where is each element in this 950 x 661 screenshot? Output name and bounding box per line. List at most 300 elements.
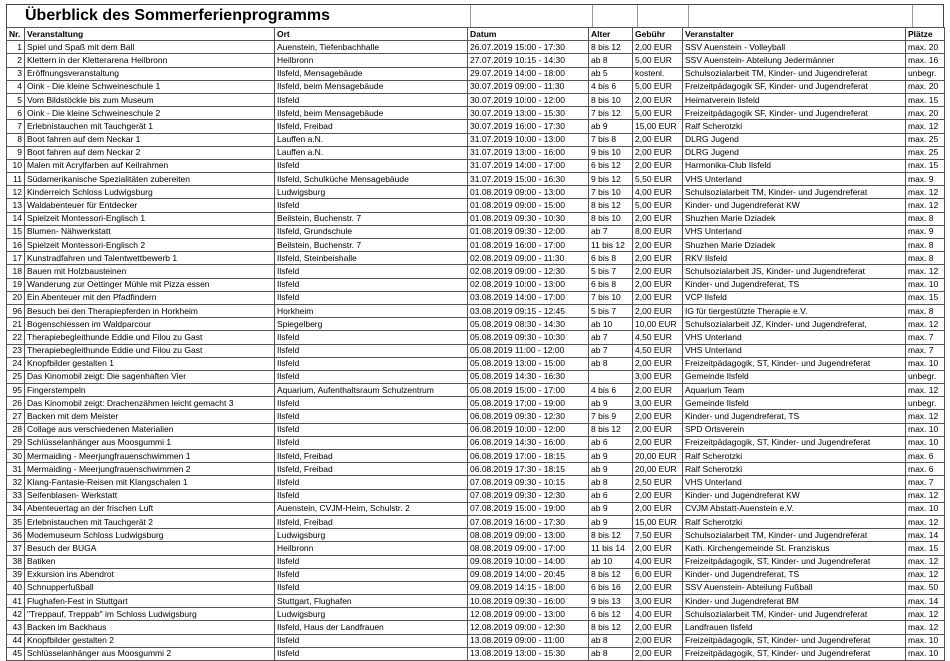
table-row bbox=[7, 476, 945, 489]
cell-gebuehr: kostenl. bbox=[633, 67, 683, 80]
cell-nr: 23 bbox=[7, 344, 25, 357]
cell-alter: ab 8 bbox=[589, 357, 633, 370]
cell-ort: Ilsfeld bbox=[275, 159, 468, 172]
cell-datum: 06.08.2019 14:30 - 16:00 bbox=[468, 436, 589, 449]
cell-ort: Ludwigsburg bbox=[275, 608, 468, 621]
table-row bbox=[7, 199, 945, 212]
cell-datum: 07.08.2019 09:30 - 12:30 bbox=[468, 489, 589, 502]
cell-veranstalter: Freizeitpädagogik, ST, Kinder- und Jugendreferat bbox=[683, 357, 906, 370]
cell-datum: 12.08.2019 09:00 - 13:00 bbox=[468, 608, 589, 621]
cell-alter: 6 bis 8 bbox=[589, 278, 633, 291]
cell-nr: 27 bbox=[7, 410, 25, 423]
cell-gebuehr: 2,50 EUR bbox=[633, 476, 683, 489]
cell-datum: 30.07.2019 16:00 - 17:30 bbox=[468, 120, 589, 133]
cell-nr: 37 bbox=[7, 542, 25, 555]
cell-datum: 30.07.2019 13:00 - 15:30 bbox=[468, 107, 589, 120]
cell-alter: ab 8 bbox=[589, 476, 633, 489]
program-table bbox=[6, 27, 945, 661]
cell-veranstaltung: Vom Bildstöckle bis zum Museum bbox=[25, 93, 275, 106]
cell-ort: Beilstein, Buchenstr. 7 bbox=[275, 212, 468, 225]
cell-veranstaltung: Kunstradfahren und Talentwettbewerb 1 bbox=[25, 252, 275, 265]
cell-nr: 36 bbox=[7, 529, 25, 542]
cell-plaetze: max. 7 bbox=[906, 331, 945, 344]
table-row bbox=[7, 212, 945, 225]
cell-veranstaltung: Oink - Die kleine Schweineschule 2 bbox=[25, 107, 275, 120]
cell-ort: Ilsfeld bbox=[275, 331, 468, 344]
cell-gebuehr: 8,00 EUR bbox=[633, 225, 683, 238]
cell-veranstaltung: Spielzeit Montessori-Englisch 1 bbox=[25, 212, 275, 225]
table-row bbox=[7, 41, 945, 54]
cell-nr: 18 bbox=[7, 265, 25, 278]
table-row bbox=[7, 423, 945, 436]
cell-alter: 7 bis 9 bbox=[589, 410, 633, 423]
cell-gebuehr: 2,00 EUR bbox=[633, 357, 683, 370]
cell-alter bbox=[589, 370, 633, 383]
cell-veranstaltung: Mermaiding - Meerjungfrauenschwimmen 1 bbox=[25, 450, 275, 463]
cell-ort: Ilsfeld bbox=[275, 410, 468, 423]
cell-datum: 27.07.2019 10:15 - 14:30 bbox=[468, 54, 589, 67]
cell-ort: Ilsfeld bbox=[275, 397, 468, 410]
cell-datum: 02.08.2019 09:00 - 12:30 bbox=[468, 265, 589, 278]
cell-gebuehr: 2,00 EUR bbox=[633, 410, 683, 423]
spreadsheet bbox=[6, 4, 944, 661]
cell-nr: 32 bbox=[7, 476, 25, 489]
cell-gebuehr: 10,00 EUR bbox=[633, 318, 683, 331]
cell-veranstalter: Kinder- und Jugendreferat, TS bbox=[683, 568, 906, 581]
cell-ort: Ilsfeld bbox=[275, 476, 468, 489]
cell-alter: 9 bis 12 bbox=[589, 173, 633, 186]
cell-datum: 31.07.2019 10:00 - 13:00 bbox=[468, 133, 589, 146]
cell-alter: 8 bis 10 bbox=[589, 212, 633, 225]
cell-veranstaltung: Backen im Backhaus bbox=[25, 621, 275, 634]
table-row bbox=[7, 568, 945, 581]
cell-nr: 38 bbox=[7, 555, 25, 568]
cell-veranstalter: IG für tiergestützte Therapie e.V. bbox=[683, 304, 906, 317]
cell-ort: Ilsfeld, beim Mensagebäude bbox=[275, 107, 468, 120]
table-row bbox=[7, 384, 945, 397]
cell-veranstalter: RKV Ilsfeld bbox=[683, 252, 906, 265]
cell-veranstalter: Ralf Scherotzki bbox=[683, 120, 906, 133]
cell-ort: Ilsfeld bbox=[275, 489, 468, 502]
table-row bbox=[7, 357, 945, 370]
cell-plaetze: max. 12 bbox=[906, 608, 945, 621]
cell-plaetze: max. 8 bbox=[906, 252, 945, 265]
cell-nr: 95 bbox=[7, 384, 25, 397]
cell-alter: ab 9 bbox=[589, 463, 633, 476]
cell-plaetze: max. 12 bbox=[906, 265, 945, 278]
cell-alter: 7 bis 10 bbox=[589, 291, 633, 304]
cell-datum: 07.08.2019 15:00 - 19:00 bbox=[468, 502, 589, 515]
cell-veranstaltung: Oink - Die kleine Schweineschule 1 bbox=[25, 80, 275, 93]
cell-plaetze: max. 12 bbox=[906, 568, 945, 581]
cell-datum: 29.07.2019 14:00 - 18:00 bbox=[468, 67, 589, 80]
cell-plaetze: max. 12 bbox=[906, 186, 945, 199]
cell-ort: Ilsfeld, Freibad bbox=[275, 120, 468, 133]
cell-nr: 21 bbox=[7, 318, 25, 331]
table-row bbox=[7, 252, 945, 265]
cell-datum: 01.08.2019 09:00 - 13:00 bbox=[468, 186, 589, 199]
table-row bbox=[7, 67, 945, 80]
cell-datum: 01.08.2019 09:30 - 10:30 bbox=[468, 212, 589, 225]
cell-nr: 4 bbox=[7, 80, 25, 93]
cell-veranstaltung: Erlebnistauchen mit Tauchgerät 1 bbox=[25, 120, 275, 133]
cell-veranstaltung: Spiel und Spaß mit dem Ball bbox=[25, 41, 275, 54]
cell-datum: 31.07.2019 15:00 - 16:30 bbox=[468, 173, 589, 186]
cell-plaetze: max. 14 bbox=[906, 595, 945, 608]
table-row bbox=[7, 344, 945, 357]
cell-veranstaltung: Fingerstempeln bbox=[25, 384, 275, 397]
cell-gebuehr: 2,00 EUR bbox=[633, 436, 683, 449]
cell-veranstalter: Kinder- und Jugendreferat BM bbox=[683, 595, 906, 608]
cell-datum: 09.08.2019 14:15 - 18:00 bbox=[468, 581, 589, 594]
cell-veranstalter: Schulsozialarbeit TM, Kinder- und Jugendreferat bbox=[683, 529, 906, 542]
cell-gebuehr: 2,00 EUR bbox=[633, 621, 683, 634]
table-row bbox=[7, 397, 945, 410]
cell-datum: 05.08.2019 14:30 - 16:30 bbox=[468, 370, 589, 383]
cell-ort: Lauffen a.N. bbox=[275, 146, 468, 159]
cell-veranstalter: SSV Auenstein- Abteilung Fußball bbox=[683, 581, 906, 594]
cell-nr: 16 bbox=[7, 239, 25, 252]
cell-gebuehr: 7,50 EUR bbox=[633, 529, 683, 542]
cell-alter: 6 bis 12 bbox=[589, 608, 633, 621]
cell-veranstaltung: Ein Abenteuer mit den Pfadfindern bbox=[25, 291, 275, 304]
cell-plaetze: max. 15 bbox=[906, 93, 945, 106]
col-header-ort: Ort bbox=[275, 28, 468, 41]
cell-veranstaltung: Erlebnistauchen mit Tauchgerät 2 bbox=[25, 515, 275, 528]
cell-veranstaltung: Therapiebegleithunde Eddie und Filou zu Gast bbox=[25, 331, 275, 344]
cell-datum: 02.08.2019 10:00 - 13:00 bbox=[468, 278, 589, 291]
cell-plaetze: max. 7 bbox=[906, 476, 945, 489]
cell-plaetze: max. 9 bbox=[906, 225, 945, 238]
table-row bbox=[7, 239, 945, 252]
cell-veranstaltung: Therapiebegleithunde Eddie und Filou zu Gast bbox=[25, 344, 275, 357]
table-row bbox=[7, 370, 945, 383]
cell-ort: Ilsfeld bbox=[275, 581, 468, 594]
cell-ort: Ilsfeld bbox=[275, 278, 468, 291]
cell-veranstalter: Ralf Scherotzki bbox=[683, 463, 906, 476]
cell-datum: 06.08.2019 17:30 - 18:15 bbox=[468, 463, 589, 476]
cell-veranstalter: Freizeitpädagogik, ST, Kinder- und Jugendreferat bbox=[683, 555, 906, 568]
cell-alter: 11 bis 12 bbox=[589, 239, 633, 252]
cell-alter: 7 bis 10 bbox=[589, 186, 633, 199]
cell-nr: 14 bbox=[7, 212, 25, 225]
cell-nr: 42 bbox=[7, 608, 25, 621]
cell-veranstalter: Freizeitpädagogik, ST, Kinder- und Jugendreferat bbox=[683, 436, 906, 449]
cell-plaetze: max. 12 bbox=[906, 489, 945, 502]
cell-veranstaltung: Blumen- Nähwerkstatt bbox=[25, 225, 275, 238]
cell-nr: 33 bbox=[7, 489, 25, 502]
cell-alter: 8 bis 12 bbox=[589, 529, 633, 542]
cell-veranstaltung: Backen mit dem Meister bbox=[25, 410, 275, 423]
cell-ort: Ilsfeld bbox=[275, 199, 468, 212]
cell-gebuehr: 2,00 EUR bbox=[633, 146, 683, 159]
cell-veranstaltung: Abenteuertag an der frischen Luft bbox=[25, 502, 275, 515]
cell-gebuehr: 2,00 EUR bbox=[633, 634, 683, 647]
cell-veranstalter: Kinder- und Jugendreferat, TS bbox=[683, 410, 906, 423]
cell-ort: Ilsfeld, Schulküche Mensagebäude bbox=[275, 173, 468, 186]
cell-nr: 6 bbox=[7, 107, 25, 120]
cell-gebuehr: 5,00 EUR bbox=[633, 107, 683, 120]
cell-datum: 08.08.2019 09:00 - 13:00 bbox=[468, 529, 589, 542]
table-row bbox=[7, 450, 945, 463]
cell-gebuehr: 2,00 EUR bbox=[633, 93, 683, 106]
col-header-datum: Datum bbox=[468, 28, 589, 41]
cell-plaetze: max. 10 bbox=[906, 634, 945, 647]
cell-datum: 05.08.2019 13:00 - 15:00 bbox=[468, 357, 589, 370]
cell-plaetze: max. 12 bbox=[906, 555, 945, 568]
cell-veranstaltung: Kinderreich Schloss Ludwigsburg bbox=[25, 186, 275, 199]
cell-veranstalter: Ralf Scherotzki bbox=[683, 450, 906, 463]
cell-veranstaltung: Besuch der BUGA bbox=[25, 542, 275, 555]
cell-alter: ab 6 bbox=[589, 436, 633, 449]
cell-veranstaltung: Schlüsselanhänger aus Moosgummi 2 bbox=[25, 647, 275, 660]
cell-plaetze: max. 20 bbox=[906, 107, 945, 120]
cell-alter: ab 9 bbox=[589, 515, 633, 528]
cell-ort: Heilbronn bbox=[275, 542, 468, 555]
cell-veranstaltung: Bauen mit Holzbausteinen bbox=[25, 265, 275, 278]
cell-datum: 06.08.2019 10:00 - 12:00 bbox=[468, 423, 589, 436]
cell-plaetze: max. 10 bbox=[906, 357, 945, 370]
cell-alter: 5 bis 7 bbox=[589, 304, 633, 317]
cell-veranstalter: Kath. Kirchengemeinde St. Franziskus bbox=[683, 542, 906, 555]
table-row bbox=[7, 304, 945, 317]
cell-gebuehr: 4,50 EUR bbox=[633, 331, 683, 344]
cell-plaetze: max. 16 bbox=[906, 54, 945, 67]
cell-gebuehr: 2,00 EUR bbox=[633, 304, 683, 317]
cell-veranstalter: Schulsozialarbeit JZ, Kinder- und Jugendreferat, bbox=[683, 318, 906, 331]
cell-veranstaltung: Eröffnungsveranstaltung bbox=[25, 67, 275, 80]
cell-plaetze: max. 8 bbox=[906, 212, 945, 225]
cell-veranstalter: Harmonika-Club Ilsfeld bbox=[683, 159, 906, 172]
cell-veranstaltung: Spielzeit Montessori-Englisch 2 bbox=[25, 239, 275, 252]
cell-gebuehr: 2,00 EUR bbox=[633, 278, 683, 291]
cell-gebuehr: 4,00 EUR bbox=[633, 555, 683, 568]
cell-gebuehr: 5,00 EUR bbox=[633, 54, 683, 67]
col-header-plaetze: Plätze bbox=[906, 28, 945, 41]
cell-alter: ab 9 bbox=[589, 120, 633, 133]
cell-datum: 30.07.2019 10:00 - 12:00 bbox=[468, 93, 589, 106]
cell-gebuehr: 15,00 EUR bbox=[633, 515, 683, 528]
cell-veranstaltung: Wanderung zur Oettinger Mühle mit Pizza essen bbox=[25, 278, 275, 291]
cell-plaetze: max. 25 bbox=[906, 133, 945, 146]
cell-plaetze: max. 12 bbox=[906, 120, 945, 133]
col-header-gebuehr: Gebühr bbox=[633, 28, 683, 41]
cell-ort: Ilsfeld bbox=[275, 634, 468, 647]
cell-veranstaltung: "Treppauf, Treppab" im Schloss Ludwigsburg bbox=[25, 608, 275, 621]
cell-gebuehr: 2,00 EUR bbox=[633, 252, 683, 265]
cell-veranstalter: Shuzhen Marie Dziadek bbox=[683, 239, 906, 252]
cell-plaetze: max. 25 bbox=[906, 146, 945, 159]
cell-nr: 12 bbox=[7, 186, 25, 199]
cell-veranstaltung: Schnupperfußball bbox=[25, 581, 275, 594]
cell-alter: 6 bis 16 bbox=[589, 581, 633, 594]
col-header-veranstaltung: Veranstaltung bbox=[25, 28, 275, 41]
table-row bbox=[7, 186, 945, 199]
table-row bbox=[7, 542, 945, 555]
cell-plaetze: max. 15 bbox=[906, 291, 945, 304]
cell-plaetze: max. 15 bbox=[906, 159, 945, 172]
cell-veranstaltung: Klettern in der Kletterarena Heilbronn bbox=[25, 54, 275, 67]
cell-alter: 9 bis 10 bbox=[589, 146, 633, 159]
cell-veranstalter: Freizeitpädagogik SF, Kinder- und Jugendreferat bbox=[683, 80, 906, 93]
cell-veranstalter: VCP Ilsfeld bbox=[683, 291, 906, 304]
cell-veranstalter: CVJM Abstatt-Auenstein e.V. bbox=[683, 502, 906, 515]
cell-gebuehr: 2,00 EUR bbox=[633, 265, 683, 278]
cell-veranstalter: Kinder- und Jugendreferat KW bbox=[683, 489, 906, 502]
cell-alter: 6 bis 12 bbox=[589, 159, 633, 172]
cell-ort: Ilsfeld, Mensagebäude bbox=[275, 67, 468, 80]
cell-plaetze: max. 15 bbox=[906, 542, 945, 555]
cell-veranstalter: Freizeitpädagogik SF, Kinder- und Jugendreferat bbox=[683, 107, 906, 120]
table-row bbox=[7, 173, 945, 186]
cell-ort: Ilsfeld bbox=[275, 436, 468, 449]
cell-nr: 1 bbox=[7, 41, 25, 54]
cell-ort: Heilbronn bbox=[275, 54, 468, 67]
cell-plaetze: max. 7 bbox=[906, 344, 945, 357]
cell-ort: Beilstein, Buchenstr. 7 bbox=[275, 239, 468, 252]
cell-veranstalter: Freizeitpädagogik, ST, Kinder- und Jugendreferat bbox=[683, 647, 906, 660]
cell-alter: 8 bis 12 bbox=[589, 41, 633, 54]
cell-nr: 17 bbox=[7, 252, 25, 265]
cell-plaetze: max. 12 bbox=[906, 410, 945, 423]
table-row bbox=[7, 146, 945, 159]
table-body bbox=[7, 41, 945, 661]
cell-datum: 06.08.2019 17:00 - 18:15 bbox=[468, 450, 589, 463]
cell-alter: ab 9 bbox=[589, 450, 633, 463]
cell-veranstaltung: Waldabenteuer für Entdecker bbox=[25, 199, 275, 212]
cell-ort: Spiegelberg bbox=[275, 318, 468, 331]
cell-plaetze: max. 8 bbox=[906, 239, 945, 252]
cell-ort: Ilsfeld, beim Mensagebäude bbox=[275, 80, 468, 93]
page-title: Überblick des Sommerferienprogramms bbox=[25, 7, 330, 24]
cell-veranstalter: Schulsozialarbeit TM, Kinder- und Jugendreferat bbox=[683, 67, 906, 80]
table-row bbox=[7, 647, 945, 660]
table-row bbox=[7, 265, 945, 278]
cell-gebuehr: 2,00 EUR bbox=[633, 239, 683, 252]
cell-plaetze: max. 9 bbox=[906, 173, 945, 186]
cell-nr: 5 bbox=[7, 93, 25, 106]
cell-gebuehr: 2,00 EUR bbox=[633, 502, 683, 515]
cell-veranstaltung: Das Kinomobil zeigt: Drachenzähmen leicht gemacht 3 bbox=[25, 397, 275, 410]
cell-datum: 09.08.2019 10:00 - 14:00 bbox=[468, 555, 589, 568]
table-row bbox=[7, 133, 945, 146]
cell-nr: 13 bbox=[7, 199, 25, 212]
cell-gebuehr: 4,00 EUR bbox=[633, 608, 683, 621]
cell-nr: 11 bbox=[7, 173, 25, 186]
cell-gebuehr: 2,00 EUR bbox=[633, 384, 683, 397]
cell-plaetze: max. 14 bbox=[906, 529, 945, 542]
cell-nr: 45 bbox=[7, 647, 25, 660]
cell-alter: 9 bis 13 bbox=[589, 595, 633, 608]
cell-veranstaltung: Batiken bbox=[25, 555, 275, 568]
table-row bbox=[7, 54, 945, 67]
cell-alter: ab 8 bbox=[589, 54, 633, 67]
table-row bbox=[7, 608, 945, 621]
cell-alter: ab 10 bbox=[589, 555, 633, 568]
cell-veranstalter: Aquarium Team bbox=[683, 384, 906, 397]
cell-alter: 11 bis 14 bbox=[589, 542, 633, 555]
cell-plaetze: unbegr. bbox=[906, 397, 945, 410]
cell-nr: 39 bbox=[7, 568, 25, 581]
cell-datum: 03.08.2019 14:00 - 17:00 bbox=[468, 291, 589, 304]
cell-alter: 4 bis 6 bbox=[589, 80, 633, 93]
table-row bbox=[7, 120, 945, 133]
table-row bbox=[7, 278, 945, 291]
table-row bbox=[7, 318, 945, 331]
cell-alter: 8 bis 12 bbox=[589, 568, 633, 581]
cell-gebuehr: 15,00 EUR bbox=[633, 120, 683, 133]
cell-datum: 06.08.2019 09:30 - 12:30 bbox=[468, 410, 589, 423]
cell-ort: Ilsfeld bbox=[275, 568, 468, 581]
cell-datum: 31.07.2019 13:00 - 16:00 bbox=[468, 146, 589, 159]
cell-plaetze: max. 20 bbox=[906, 41, 945, 54]
table-row bbox=[7, 93, 945, 106]
cell-nr: 43 bbox=[7, 621, 25, 634]
cell-plaetze: max. 6 bbox=[906, 463, 945, 476]
cell-datum: 05.08.2019 08:30 - 14:30 bbox=[468, 318, 589, 331]
cell-datum: 13.08.2019 13:00 - 15:30 bbox=[468, 647, 589, 660]
cell-veranstalter: Landfrauen Ilsfeld bbox=[683, 621, 906, 634]
cell-datum: 05.08.2019 11:00 - 12:00 bbox=[468, 344, 589, 357]
cell-datum: 08.08.2019 09:00 - 17:00 bbox=[468, 542, 589, 555]
cell-nr: 7 bbox=[7, 120, 25, 133]
cell-plaetze: max. 10 bbox=[906, 502, 945, 515]
cell-nr: 34 bbox=[7, 502, 25, 515]
col-header-alter: Alter bbox=[589, 28, 633, 41]
cell-nr: 31 bbox=[7, 463, 25, 476]
cell-alter: 4 bis 6 bbox=[589, 384, 633, 397]
cell-datum: 07.08.2019 09:30 - 10:15 bbox=[468, 476, 589, 489]
cell-alter: 7 bis 12 bbox=[589, 107, 633, 120]
cell-nr: 41 bbox=[7, 595, 25, 608]
cell-nr: 15 bbox=[7, 225, 25, 238]
cell-ort: Lauffen a.N. bbox=[275, 133, 468, 146]
cell-datum: 31.07.2019 14:00 - 17:00 bbox=[468, 159, 589, 172]
cell-ort: Auenstein, CVJM-Heim, Schulstr. 2 bbox=[275, 502, 468, 515]
cell-ort: Ilsfeld bbox=[275, 423, 468, 436]
title-row bbox=[6, 4, 944, 27]
cell-veranstalter: Freizeitpädagogik, ST, Kinder- und Jugendreferat bbox=[683, 634, 906, 647]
cell-gebuehr: 2,00 EUR bbox=[633, 489, 683, 502]
cell-veranstalter: Shuzhen Marie Dziadek bbox=[683, 212, 906, 225]
cell-gebuehr: 2,00 EUR bbox=[633, 647, 683, 660]
cell-gebuehr: 2,00 EUR bbox=[633, 423, 683, 436]
cell-alter: ab 6 bbox=[589, 489, 633, 502]
cell-alter: ab 9 bbox=[589, 397, 633, 410]
cell-datum: 02.08.2019 09:00 - 11:30 bbox=[468, 252, 589, 265]
cell-nr: 20 bbox=[7, 291, 25, 304]
cell-veranstalter: DLRG Jugend bbox=[683, 146, 906, 159]
cell-gebuehr: 3,00 EUR bbox=[633, 370, 683, 383]
cell-veranstalter: Gemeinde Ilsfeld bbox=[683, 370, 906, 383]
cell-ort: Ilsfeld, Haus der Landfrauen bbox=[275, 621, 468, 634]
cell-ort: Ilsfeld bbox=[275, 647, 468, 660]
cell-veranstaltung: Boot fahren auf dem Neckar 2 bbox=[25, 146, 275, 159]
cell-datum: 05.08.2019 09:30 - 10:30 bbox=[468, 331, 589, 344]
cell-nr: 30 bbox=[7, 450, 25, 463]
cell-veranstalter: DLRG Jugend bbox=[683, 133, 906, 146]
cell-alter: ab 7 bbox=[589, 331, 633, 344]
table-row bbox=[7, 515, 945, 528]
cell-veranstalter: VHS Unterland bbox=[683, 173, 906, 186]
cell-veranstaltung: Knopfbilder gestalten 1 bbox=[25, 357, 275, 370]
cell-plaetze: max. 6 bbox=[906, 450, 945, 463]
cell-nr: 96 bbox=[7, 304, 25, 317]
cell-datum: 09.08.2019 14:00 - 20:45 bbox=[468, 568, 589, 581]
cell-gebuehr: 2,00 EUR bbox=[633, 212, 683, 225]
cell-alter: ab 10 bbox=[589, 318, 633, 331]
cell-veranstaltung: Flughafen-Fest in Stuttgart bbox=[25, 595, 275, 608]
